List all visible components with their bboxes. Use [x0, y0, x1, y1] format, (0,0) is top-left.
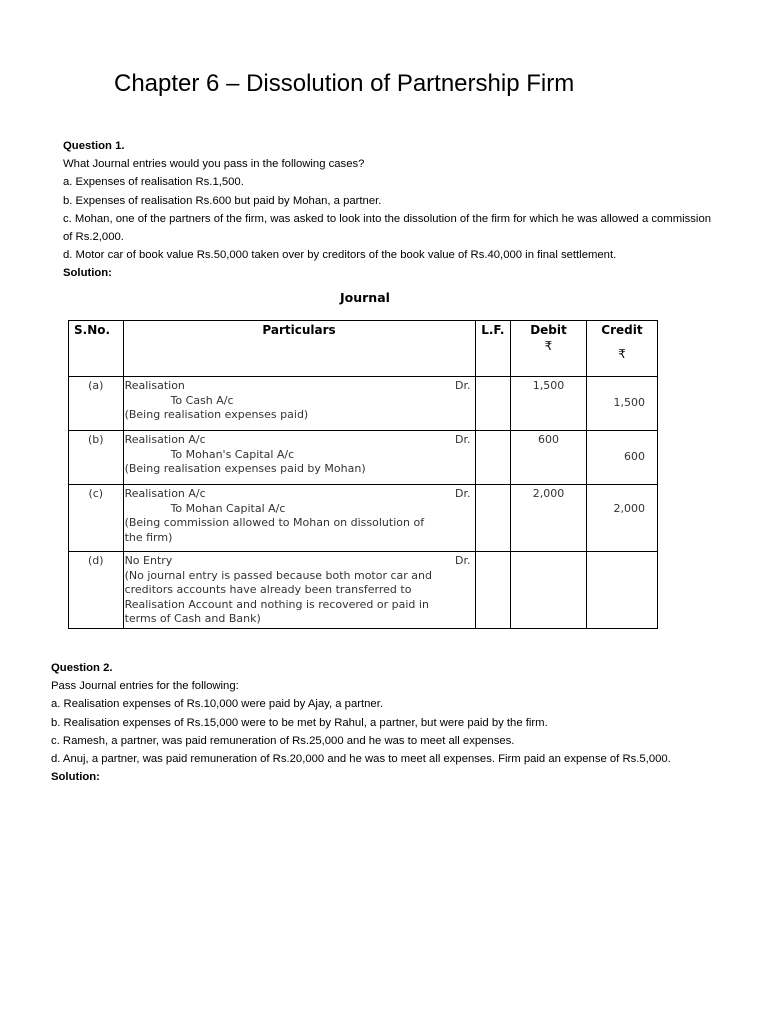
question-1-item-a: a. Expenses of realisation Rs.1,500.	[63, 176, 244, 189]
row-particulars	[123, 377, 475, 431]
rupee-icon: ₹	[544, 339, 553, 353]
question-2-item-d: d. Anuj, a partner, was paid remuneration of Rs.20,000 and he was to meet all expenses. Firm paid an expense of Rs.5,000.	[51, 753, 671, 766]
row-sno: (d)	[69, 552, 124, 629]
row-credit	[586, 552, 657, 629]
question-1-item-c: c. Mohan, one of the partners of the firm, was asked to look into the dissolution of the firm for which he was allowed a commission of Rs.2,000.	[63, 212, 712, 244]
table-row	[69, 431, 658, 485]
header-particulars: Particulars	[123, 321, 475, 377]
dr-label: Dr.	[455, 379, 471, 392]
rupee-icon: ₹	[618, 347, 626, 361]
header-credit-label: Credit	[601, 323, 643, 337]
narration: (No journal entry is passed because both motor car and creditors accounts have already been transferred to Realisation Account and nothing is recovered or paid in terms of Cash and Bank)	[124, 568, 432, 625]
question-1-item-b: b. Expenses of realisation Rs.600 but paid by Mohan, a partner.	[63, 194, 382, 207]
narration: (Being commission allowed to Mohan on dissolution of the firm)	[124, 516, 425, 544]
table-row	[69, 377, 658, 431]
question-1-prompt: What Journal entries would you pass in the following cases?	[63, 158, 365, 171]
journal-table	[68, 320, 658, 629]
question-1-solution-label: Solution:	[63, 267, 112, 280]
narration: (Being realisation expenses paid by Mohan)	[124, 462, 366, 475]
header-debit	[511, 321, 587, 377]
question-1	[63, 137, 723, 283]
narration: (Being realisation expenses paid)	[124, 408, 309, 421]
dr-label: Dr.	[455, 433, 471, 446]
header-credit	[586, 321, 657, 377]
table-row	[69, 552, 658, 629]
question-1-item-d: d. Motor car of book value Rs.50,000 taken over by creditors of the book value of Rs.40,000 in final settlement.	[63, 249, 617, 262]
row-debit: 1,500	[511, 377, 587, 431]
row-particulars	[123, 485, 475, 552]
row-credit: 2,000	[586, 485, 657, 552]
debit-account: Realisation A/c	[124, 433, 206, 446]
row-debit	[511, 552, 587, 629]
question-2-prompt: Pass Journal entries for the following:	[51, 680, 239, 693]
header-sno: S.No.	[69, 321, 124, 377]
journal-header-row	[69, 321, 658, 377]
header-lf: L.F.	[475, 321, 511, 377]
row-sno: (a)	[69, 377, 124, 431]
dr-label: Dr.	[455, 554, 471, 567]
row-particulars	[123, 431, 475, 485]
question-2-solution-label: Solution:	[51, 771, 100, 784]
question-1-heading: Question 1.	[63, 140, 125, 152]
row-lf	[475, 431, 511, 485]
question-2-item-b: b. Realisation expenses of Rs.15,000 were to be met by Rahul, a partner, but were paid by the firm.	[51, 716, 548, 729]
row-credit: 600	[586, 431, 657, 485]
debit-account: No Entry	[124, 554, 173, 567]
row-sno: (c)	[69, 485, 124, 552]
journal-title: Journal	[340, 290, 390, 305]
page-title: Chapter 6 – Dissolution of Partnership Firm	[114, 70, 575, 97]
row-particulars	[123, 552, 475, 629]
question-2-item-c: c. Ramesh, a partner, was paid remuneration of Rs.25,000 and he was to meet all expenses.	[51, 734, 515, 747]
row-lf	[475, 552, 511, 629]
question-2-item-a: a. Realisation expenses of Rs.10,000 were paid by Ajay, a partner.	[51, 698, 383, 711]
row-debit: 600	[511, 431, 587, 485]
credit-account: To Mohan Capital A/c	[170, 501, 286, 515]
header-debit-label: Debit	[530, 323, 567, 337]
debit-account: Realisation A/c	[124, 487, 206, 500]
question-2-heading: Question 2.	[51, 662, 113, 674]
row-lf	[475, 485, 511, 552]
row-credit: 1,500	[586, 377, 657, 431]
table-row	[69, 485, 658, 552]
row-sno: (b)	[69, 431, 124, 485]
credit-account: To Cash A/c	[170, 393, 234, 407]
row-lf	[475, 377, 511, 431]
question-2	[51, 659, 741, 786]
credit-account: To Mohan's Capital A/c	[170, 447, 295, 461]
row-debit: 2,000	[511, 485, 587, 552]
dr-label: Dr.	[455, 487, 471, 500]
debit-account: Realisation	[124, 379, 185, 392]
